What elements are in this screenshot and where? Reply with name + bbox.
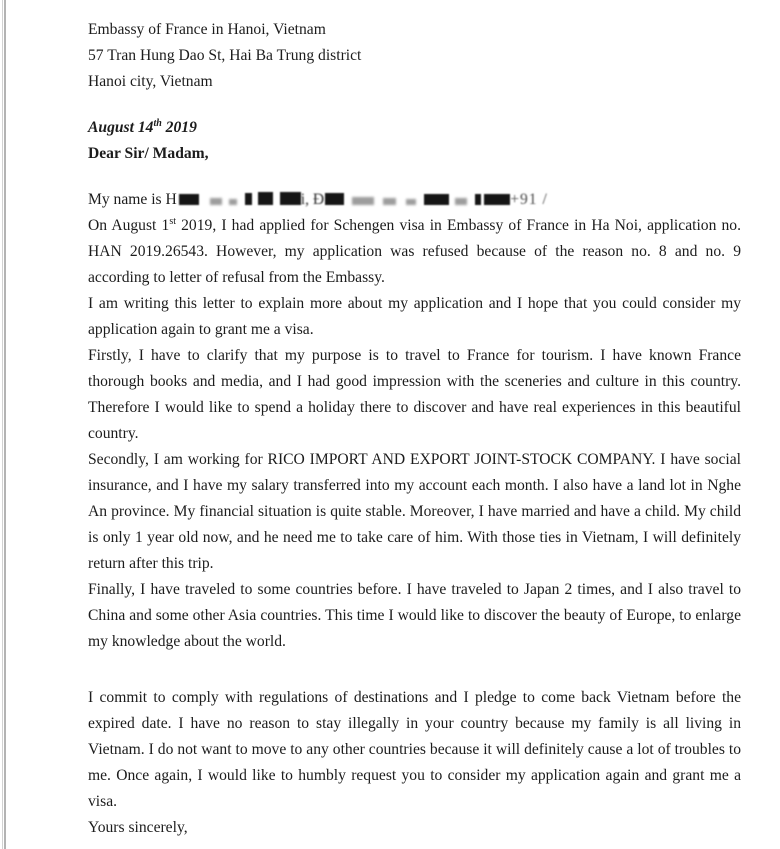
paragraph-secondly-employment: Secondly, I am working for RICO IMPORT AND EXPORT JOINT-STOCK COMPANY. I have social insurance, and I have my salary transferred into my account each month. I also have a land lot in Nghe An province. My financial situation is quite stable. Moreover, I have married and have a child. My child is only 1 year old now, and he need me to take care of him. With those ties in Vietnam, I will definitely return after this trip. [88,451,741,572]
date-ordinal-superscript: th [153,117,162,129]
signoff: Yours sincerely, [88,819,188,836]
letter-date [88,115,741,141]
redaction-block [455,198,467,205]
paragraph-commitment: I commit to comply with regulations of destinations and I pledge to come back Vietnam before the expired date. I have no reason to stay illegally in your country because my family is all living in Vietnam. I do not want to move to any other countries because it will definitely cause a lot of troubles to me. Once again, I would like to humbly request you to consider my application again and grant me a visa. [88,689,741,810]
redaction-block [475,194,481,205]
paragraph-firstly-tourism: Firstly, I have to clarify that my purpose is to travel to France for tourism. I have known France thorough books and media, and I had good impression with the sceneries and culture in this country. Therefore I would like to spend a holiday there to discover and have real experiences in this beautiful country. [88,347,741,442]
blank-line [88,167,741,187]
redaction-block [383,198,396,205]
redaction-block [406,199,416,205]
redaction-block [424,194,449,205]
date-prefix: August 14 [88,119,154,136]
date-ordinal-superscript: st [169,215,176,227]
paragraph-1-start: On August 1 [88,217,170,234]
address-line-2: 57 Tran Hung Dao St, Hai Ba Trung district [88,47,362,64]
paragraph-writing-purpose: I am writing this letter to explain more about my application and I hope that you could consider my application again to grant me a visa. [88,295,741,338]
redacted-fragment-end: +91 / [510,191,548,208]
redaction-block [484,194,510,205]
redaction-block [352,197,374,205]
date-suffix: 2019 [161,119,197,136]
page-left-edge-inner [4,0,6,849]
redaction-block [210,198,222,205]
page-left-edge-outer [2,0,3,849]
paragraph-1-rest: 2019, I had applied for Schengen visa in Embassy of France in Ha Noi, application no. HAN 2019.26543. However, my application was refused because of the reason no. 8 and no. 9 according to letter of refusal from the Embassy. [88,217,741,286]
redacted-fragment-mid: i, Đ [300,191,325,208]
intro-prefix: My name is H [88,191,177,208]
redaction-block [258,192,273,205]
intro-name-line [88,187,741,213]
redacted-name-dob [177,191,510,208]
redaction-block [229,199,237,205]
redaction-block [325,193,344,205]
letter-document [88,17,741,841]
blank-line [88,95,741,115]
address-line-3: Hanoi city, Vietnam [88,73,213,90]
blank-line [88,655,741,685]
address-line-1: Embassy of France in Hanoi, Vietnam [88,21,326,38]
redaction-block [179,194,199,205]
paragraph-finally-travel-history: Finally, I have traveled to some countries before. I have traveled to Japan 2 times, and I also travel to China and some other Asia countries. This time I would like to discover the beauty of Europe, to enlarge my knowledge about the world. [88,581,741,650]
redaction-block [245,193,252,205]
salutation: Dear Sir/ Madam, [88,145,209,162]
redaction-block [280,192,301,205]
recipient-address [88,17,741,95]
paragraph-application-refused [88,213,741,291]
